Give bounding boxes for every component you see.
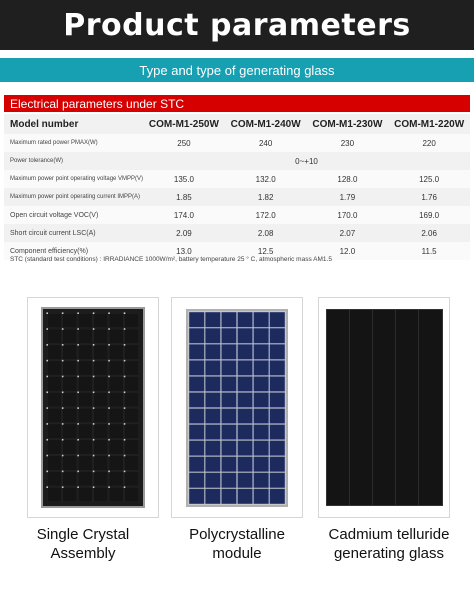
polycrystalline-panel-image [186, 309, 288, 507]
cell-corner [77, 344, 79, 346]
row-label: Power tolerance(W) [4, 152, 143, 170]
cell-corner [108, 376, 110, 378]
page-header [0, 0, 474, 50]
table-cell: 1.79 [307, 188, 389, 206]
cell-corner [93, 344, 95, 346]
cell-corner [46, 312, 48, 314]
table-cell: 1.82 [225, 188, 307, 206]
cell-corner [62, 439, 64, 441]
cell-corner [124, 376, 126, 378]
panel-strip [373, 310, 396, 505]
solar-cell [238, 456, 253, 471]
panel-strip [419, 310, 441, 505]
solar-cell [254, 408, 269, 423]
cell-corner [124, 455, 126, 457]
cell-corner [46, 376, 48, 378]
cell-corner [124, 439, 126, 441]
cell-corner [108, 312, 110, 314]
cell-corner [93, 423, 95, 425]
solar-cell [109, 456, 123, 471]
solar-cell [78, 313, 92, 328]
product-image-frame-cdte [318, 297, 450, 518]
solar-cell [47, 456, 61, 471]
table-cell: 12.0 [307, 242, 389, 260]
solar-cell [63, 440, 77, 455]
solar-cell [189, 408, 204, 423]
table-cell-span: 0~+10 [143, 152, 470, 170]
solar-cell [125, 424, 139, 439]
solar-cell [109, 361, 123, 376]
solar-cell [270, 312, 285, 327]
solar-cell [238, 344, 253, 359]
solar-cell [78, 424, 92, 439]
solar-cell [94, 345, 108, 360]
solar-cell [63, 313, 77, 328]
table-cell: 250 [143, 134, 225, 152]
solar-cell [63, 424, 77, 439]
table-cell: 240 [225, 134, 307, 152]
solar-cell [94, 424, 108, 439]
row-label: Component efficiency(%) [4, 242, 143, 260]
solar-cell [222, 456, 237, 471]
cell-corner [46, 360, 48, 362]
cell-corner [77, 455, 79, 457]
table-cell: 13.0 [143, 242, 225, 260]
table-row [4, 170, 470, 188]
solar-cell [63, 376, 77, 391]
table-cell: 2.09 [143, 224, 225, 242]
solar-cell [125, 487, 139, 502]
table-cell: 125.0 [388, 170, 470, 188]
caption-line: Single Crystal [36, 526, 130, 543]
solar-cell [254, 488, 269, 503]
cell-corner [93, 312, 95, 314]
solar-cell [47, 361, 61, 376]
solar-cell [206, 344, 221, 359]
solar-cell [206, 456, 221, 471]
parameters-table [4, 114, 470, 260]
cell-corner [93, 439, 95, 441]
product-caption-poly [162, 525, 312, 563]
cell-corner [124, 328, 126, 330]
cell-corner [62, 471, 64, 473]
cell-corner [77, 486, 79, 488]
solar-cell [222, 360, 237, 375]
solar-cell [125, 471, 139, 486]
table-cell: 1.76 [388, 188, 470, 206]
solar-cell [206, 376, 221, 391]
cell-corner [77, 471, 79, 473]
table-cell: 174.0 [143, 206, 225, 224]
solar-cell [254, 312, 269, 327]
solar-cell [78, 361, 92, 376]
cell-corner [93, 376, 95, 378]
solar-cell [125, 329, 139, 344]
solar-cell [270, 376, 285, 391]
product-caption-cdte [314, 525, 464, 563]
subtitle-text: Type and type of generating glass [139, 62, 335, 78]
solar-cell [206, 424, 221, 439]
solar-cell [94, 456, 108, 471]
solar-cell [206, 360, 221, 375]
cell-corner [62, 423, 64, 425]
solar-cell [109, 408, 123, 423]
cell-corner [108, 423, 110, 425]
solar-cell [109, 471, 123, 486]
caption-line: generating glass [333, 545, 445, 562]
solar-cell [78, 456, 92, 471]
solar-cell [222, 328, 237, 343]
table-cell: 172.0 [225, 206, 307, 224]
cell-corner [46, 439, 48, 441]
solar-cell [189, 456, 204, 471]
cell-corner [46, 328, 48, 330]
solar-cell [78, 376, 92, 391]
solar-cell [189, 360, 204, 375]
solar-cell [222, 376, 237, 391]
solar-cell [63, 471, 77, 486]
column-header-model: Model number [4, 114, 143, 134]
product-caption-mono [8, 525, 158, 563]
solar-cell [47, 329, 61, 344]
cell-corner [124, 360, 126, 362]
table-row [4, 224, 470, 242]
solar-cell [109, 424, 123, 439]
solar-cell [238, 392, 253, 407]
solar-cell [94, 329, 108, 344]
solar-cell [94, 376, 108, 391]
solar-cell [254, 376, 269, 391]
solar-cell [254, 392, 269, 407]
cell-corner [62, 407, 64, 409]
solar-cell [222, 424, 237, 439]
cell-corner [62, 455, 64, 457]
solar-cell [238, 424, 253, 439]
cell-corner [46, 471, 48, 473]
solar-cell [47, 376, 61, 391]
cell-corner [77, 423, 79, 425]
solar-cell [109, 440, 123, 455]
table-cell: 230 [307, 134, 389, 152]
table-cell: 128.0 [307, 170, 389, 188]
solar-cell [222, 408, 237, 423]
solar-cell [109, 345, 123, 360]
solar-cell [125, 456, 139, 471]
solar-cell [222, 440, 237, 455]
table-cell: 169.0 [388, 206, 470, 224]
solar-cell [254, 360, 269, 375]
column-header-230w: COM-M1-230W [307, 114, 389, 134]
solar-cell [270, 440, 285, 455]
table-row [4, 206, 470, 224]
section-title: Electrical parameters under STC [10, 96, 185, 111]
solar-cell [189, 312, 204, 327]
cell-corner [62, 360, 64, 362]
solar-cell [238, 312, 253, 327]
table-cell: 220 [388, 134, 470, 152]
solar-cell [270, 392, 285, 407]
cdte-glass-panel-image [326, 309, 443, 506]
solar-cell [125, 313, 139, 328]
solar-cell [94, 487, 108, 502]
solar-cell [270, 408, 285, 423]
solar-cell [78, 440, 92, 455]
solar-cell [189, 472, 204, 487]
table-row [4, 188, 470, 206]
solar-cell [254, 456, 269, 471]
product-image-frame-mono [27, 297, 159, 518]
solar-cell [78, 487, 92, 502]
table-cell: 12.5 [225, 242, 307, 260]
cell-corner [46, 455, 48, 457]
table-row [4, 152, 470, 170]
solar-cell [206, 328, 221, 343]
solar-cell [222, 488, 237, 503]
solar-cell [47, 345, 61, 360]
solar-cell [47, 408, 61, 423]
row-label: Open circuit voltage VOC(V) [4, 206, 143, 224]
cell-corner [62, 391, 64, 393]
cell-corner [93, 455, 95, 457]
table-cell: 2.08 [225, 224, 307, 242]
row-label: Maximum rated power PMAX(W) [4, 134, 143, 152]
mono-cell-grid [46, 312, 140, 503]
solar-cell [270, 424, 285, 439]
solar-cell [47, 440, 61, 455]
cell-corner [62, 486, 64, 488]
solar-cell [109, 392, 123, 407]
cell-corner [108, 471, 110, 473]
solar-cell [47, 424, 61, 439]
cell-corner [77, 407, 79, 409]
solar-cell [189, 376, 204, 391]
row-label: Short circuit current LSC(A) [4, 224, 143, 242]
column-header-250w: COM-M1-250W [143, 114, 225, 134]
solar-cell [238, 376, 253, 391]
panel-strip [350, 310, 373, 505]
cell-corner [108, 391, 110, 393]
solar-cell [222, 472, 237, 487]
cell-corner [93, 407, 95, 409]
cell-corner [108, 360, 110, 362]
table-cell: 11.5 [388, 242, 470, 260]
solar-cell [238, 360, 253, 375]
solar-cell [125, 440, 139, 455]
cell-corner [77, 360, 79, 362]
cell-corner [93, 328, 95, 330]
solar-cell [189, 328, 204, 343]
solar-cell [189, 488, 204, 503]
table-header-row [4, 114, 470, 134]
solar-cell [238, 408, 253, 423]
solar-cell [270, 488, 285, 503]
solar-cell [222, 344, 237, 359]
solar-cell [125, 376, 139, 391]
cell-corner [77, 391, 79, 393]
solar-cell [94, 408, 108, 423]
solar-cell [63, 345, 77, 360]
cell-corner [108, 328, 110, 330]
solar-cell [270, 360, 285, 375]
table-cell: 170.0 [307, 206, 389, 224]
solar-cell [63, 329, 77, 344]
panel-strip [396, 310, 419, 505]
cell-corner [77, 312, 79, 314]
cell-corner [62, 312, 64, 314]
cell-corner [108, 344, 110, 346]
cell-corner [124, 344, 126, 346]
solar-cell [47, 487, 61, 502]
solar-cell [206, 392, 221, 407]
solar-cell [254, 344, 269, 359]
solar-cell [47, 313, 61, 328]
table-cell: 132.0 [225, 170, 307, 188]
solar-cell [222, 392, 237, 407]
solar-cell [125, 408, 139, 423]
panel-strip [327, 310, 350, 505]
solar-cell [109, 313, 123, 328]
stc-note: STC (standard test conditions) : IRRADIANCE 1000W/m², battery temperature 25 ° C, atmospheric mass AM1.5 [10, 256, 332, 263]
poly-cell-grid [188, 311, 286, 505]
cell-corner [46, 344, 48, 346]
caption-line: module [212, 545, 262, 562]
cell-corner [46, 391, 48, 393]
table-row [4, 134, 470, 152]
cell-corner [124, 486, 126, 488]
solar-cell [47, 392, 61, 407]
solar-cell [125, 361, 139, 376]
cell-corner [77, 439, 79, 441]
solar-cell [94, 440, 108, 455]
solar-cell [78, 345, 92, 360]
solar-cell [109, 487, 123, 502]
section-title-bar [4, 95, 470, 112]
solar-cell [78, 471, 92, 486]
solar-cell [206, 408, 221, 423]
solar-cell [189, 440, 204, 455]
cell-corner [93, 486, 95, 488]
solar-cell [109, 376, 123, 391]
solar-cell [78, 408, 92, 423]
cell-corner [124, 391, 126, 393]
solar-cell [189, 392, 204, 407]
table-cell: 2.06 [388, 224, 470, 242]
cell-corner [62, 344, 64, 346]
table-cell: 1.85 [143, 188, 225, 206]
solar-cell [63, 456, 77, 471]
solar-cell [238, 328, 253, 343]
solar-cell [63, 392, 77, 407]
cell-corner [77, 328, 79, 330]
solar-cell [125, 345, 139, 360]
cell-corner [124, 423, 126, 425]
cell-corner [124, 471, 126, 473]
solar-cell [47, 471, 61, 486]
cell-corner [46, 486, 48, 488]
caption-line: Assembly [50, 545, 116, 562]
solar-cell [270, 472, 285, 487]
solar-cell [63, 361, 77, 376]
row-label: Maximum power point operating current IMPP(A) [4, 188, 143, 206]
solar-cell [189, 424, 204, 439]
caption-line: Polycrystalline [189, 526, 285, 543]
solar-cell [238, 472, 253, 487]
solar-cell [94, 361, 108, 376]
cell-corner [93, 471, 95, 473]
cell-corner [108, 439, 110, 441]
row-label: Maximum power point operating voltage VMPP(V) [4, 170, 143, 188]
solar-cell [109, 329, 123, 344]
solar-cell [238, 488, 253, 503]
solar-cell [222, 312, 237, 327]
cell-corner [93, 360, 95, 362]
solar-cell [94, 313, 108, 328]
solar-cell [206, 440, 221, 455]
solar-cell [63, 408, 77, 423]
solar-cell [125, 392, 139, 407]
cell-corner [77, 376, 79, 378]
cell-corner [46, 423, 48, 425]
subtitle-bar [0, 58, 474, 82]
cell-corner [108, 455, 110, 457]
column-header-240w: COM-M1-240W [225, 114, 307, 134]
solar-cell [206, 312, 221, 327]
cell-corner [93, 391, 95, 393]
solar-cell [94, 392, 108, 407]
cell-corner [62, 376, 64, 378]
solar-cell [189, 344, 204, 359]
solar-cell [254, 472, 269, 487]
cell-corner [108, 486, 110, 488]
product-image-frame-poly [171, 297, 303, 518]
cell-corner [124, 312, 126, 314]
solar-cell [238, 440, 253, 455]
solar-cell [78, 329, 92, 344]
cell-corner [62, 328, 64, 330]
solar-cell [94, 471, 108, 486]
cell-corner [108, 407, 110, 409]
solar-cell [63, 487, 77, 502]
solar-cell [206, 488, 221, 503]
solar-cell [254, 328, 269, 343]
page-title: Product parameters [63, 7, 411, 43]
monocrystalline-panel-image [41, 307, 145, 508]
solar-cell [254, 424, 269, 439]
solar-cell [254, 440, 269, 455]
caption-line: Cadmium telluride [328, 526, 450, 543]
cell-corner [124, 407, 126, 409]
table-cell: 2.07 [307, 224, 389, 242]
solar-cell [78, 392, 92, 407]
solar-cell [270, 328, 285, 343]
solar-cell [270, 344, 285, 359]
cell-corner [46, 407, 48, 409]
table-cell: 135.0 [143, 170, 225, 188]
solar-cell [270, 456, 285, 471]
solar-cell [206, 472, 221, 487]
column-header-220w: COM-M1-220W [388, 114, 470, 134]
